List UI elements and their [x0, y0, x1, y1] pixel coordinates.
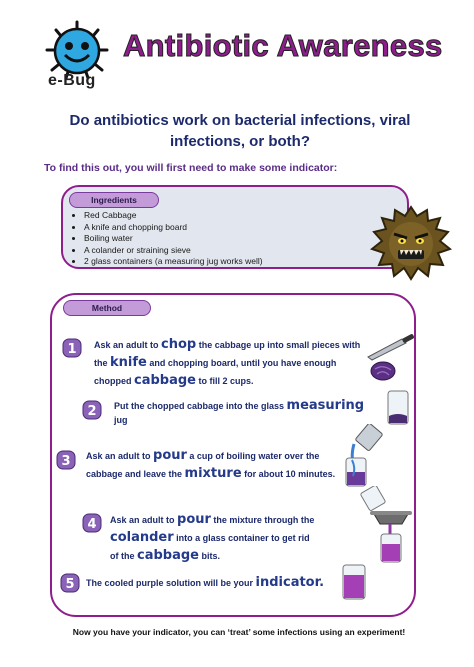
footer-text: Now you have your indicator, you can ‘treat’ some infections using an experiment!: [72, 627, 406, 637]
question-heading: Do antibiotics work on bacterial infections, viral infections, or both?: [69, 112, 411, 150]
step-4-number-icon: [82, 513, 102, 533]
svg-text:3: 3: [61, 454, 71, 469]
svg-text:2: 2: [87, 404, 97, 419]
step-1-text: Ask an adult to chop the cabbage up into small pieces with the knife and chopping board, until you have enough chopped cabbage to fill 2 cups.: [94, 337, 361, 388]
ingredients-label: Ingredients: [69, 192, 159, 208]
list-item: • A knife and chopping board: [84, 222, 263, 234]
indicator-jar-icon: [340, 563, 368, 601]
step-3-number-icon: [56, 450, 76, 470]
step-3-text: Ask an adult to pour a cup of boiling water over the cabbage and leave the mixture for about 10 minutes.: [86, 448, 336, 481]
step-2-number-icon: [82, 400, 102, 420]
page-title: Antibiotic Awareness: [123, 28, 443, 63]
method-label: Method: [63, 300, 151, 316]
knife-cabbage-icon: [366, 333, 416, 383]
list-item: • A colander or straining sieve: [84, 245, 263, 257]
intro-text: To find this out, you will first need to make some indicator:: [44, 162, 338, 174]
step-5-text: The cooled purple solution will be your indicator.: [86, 575, 325, 590]
pouring-water-icon: [340, 424, 396, 488]
step-2-text: Put the chopped cabbage into the glass measuring jug: [114, 398, 365, 425]
germ-character-icon: [370, 204, 452, 282]
step-5-number-icon: [60, 573, 80, 593]
svg-text:1: 1: [67, 342, 77, 357]
ingredients-list: [68, 210, 263, 268]
svg-text:4: 4: [87, 517, 97, 532]
list-item: • 2 glass containers (a measuring jug works well): [84, 256, 263, 268]
step-4-text: Ask an adult to pour the mixture through the colander into a glass container to get rid of the cabbage bits.: [110, 512, 315, 563]
step-1-number-icon: [62, 338, 82, 358]
measuring-jug-icon: [384, 388, 414, 428]
list-item: • Boiling water: [84, 233, 263, 245]
logo-text: e-Bug: [48, 72, 96, 89]
colander-straining-icon: [356, 486, 414, 566]
svg-text:5: 5: [65, 577, 75, 592]
list-item: • Red Cabbage: [84, 210, 263, 222]
